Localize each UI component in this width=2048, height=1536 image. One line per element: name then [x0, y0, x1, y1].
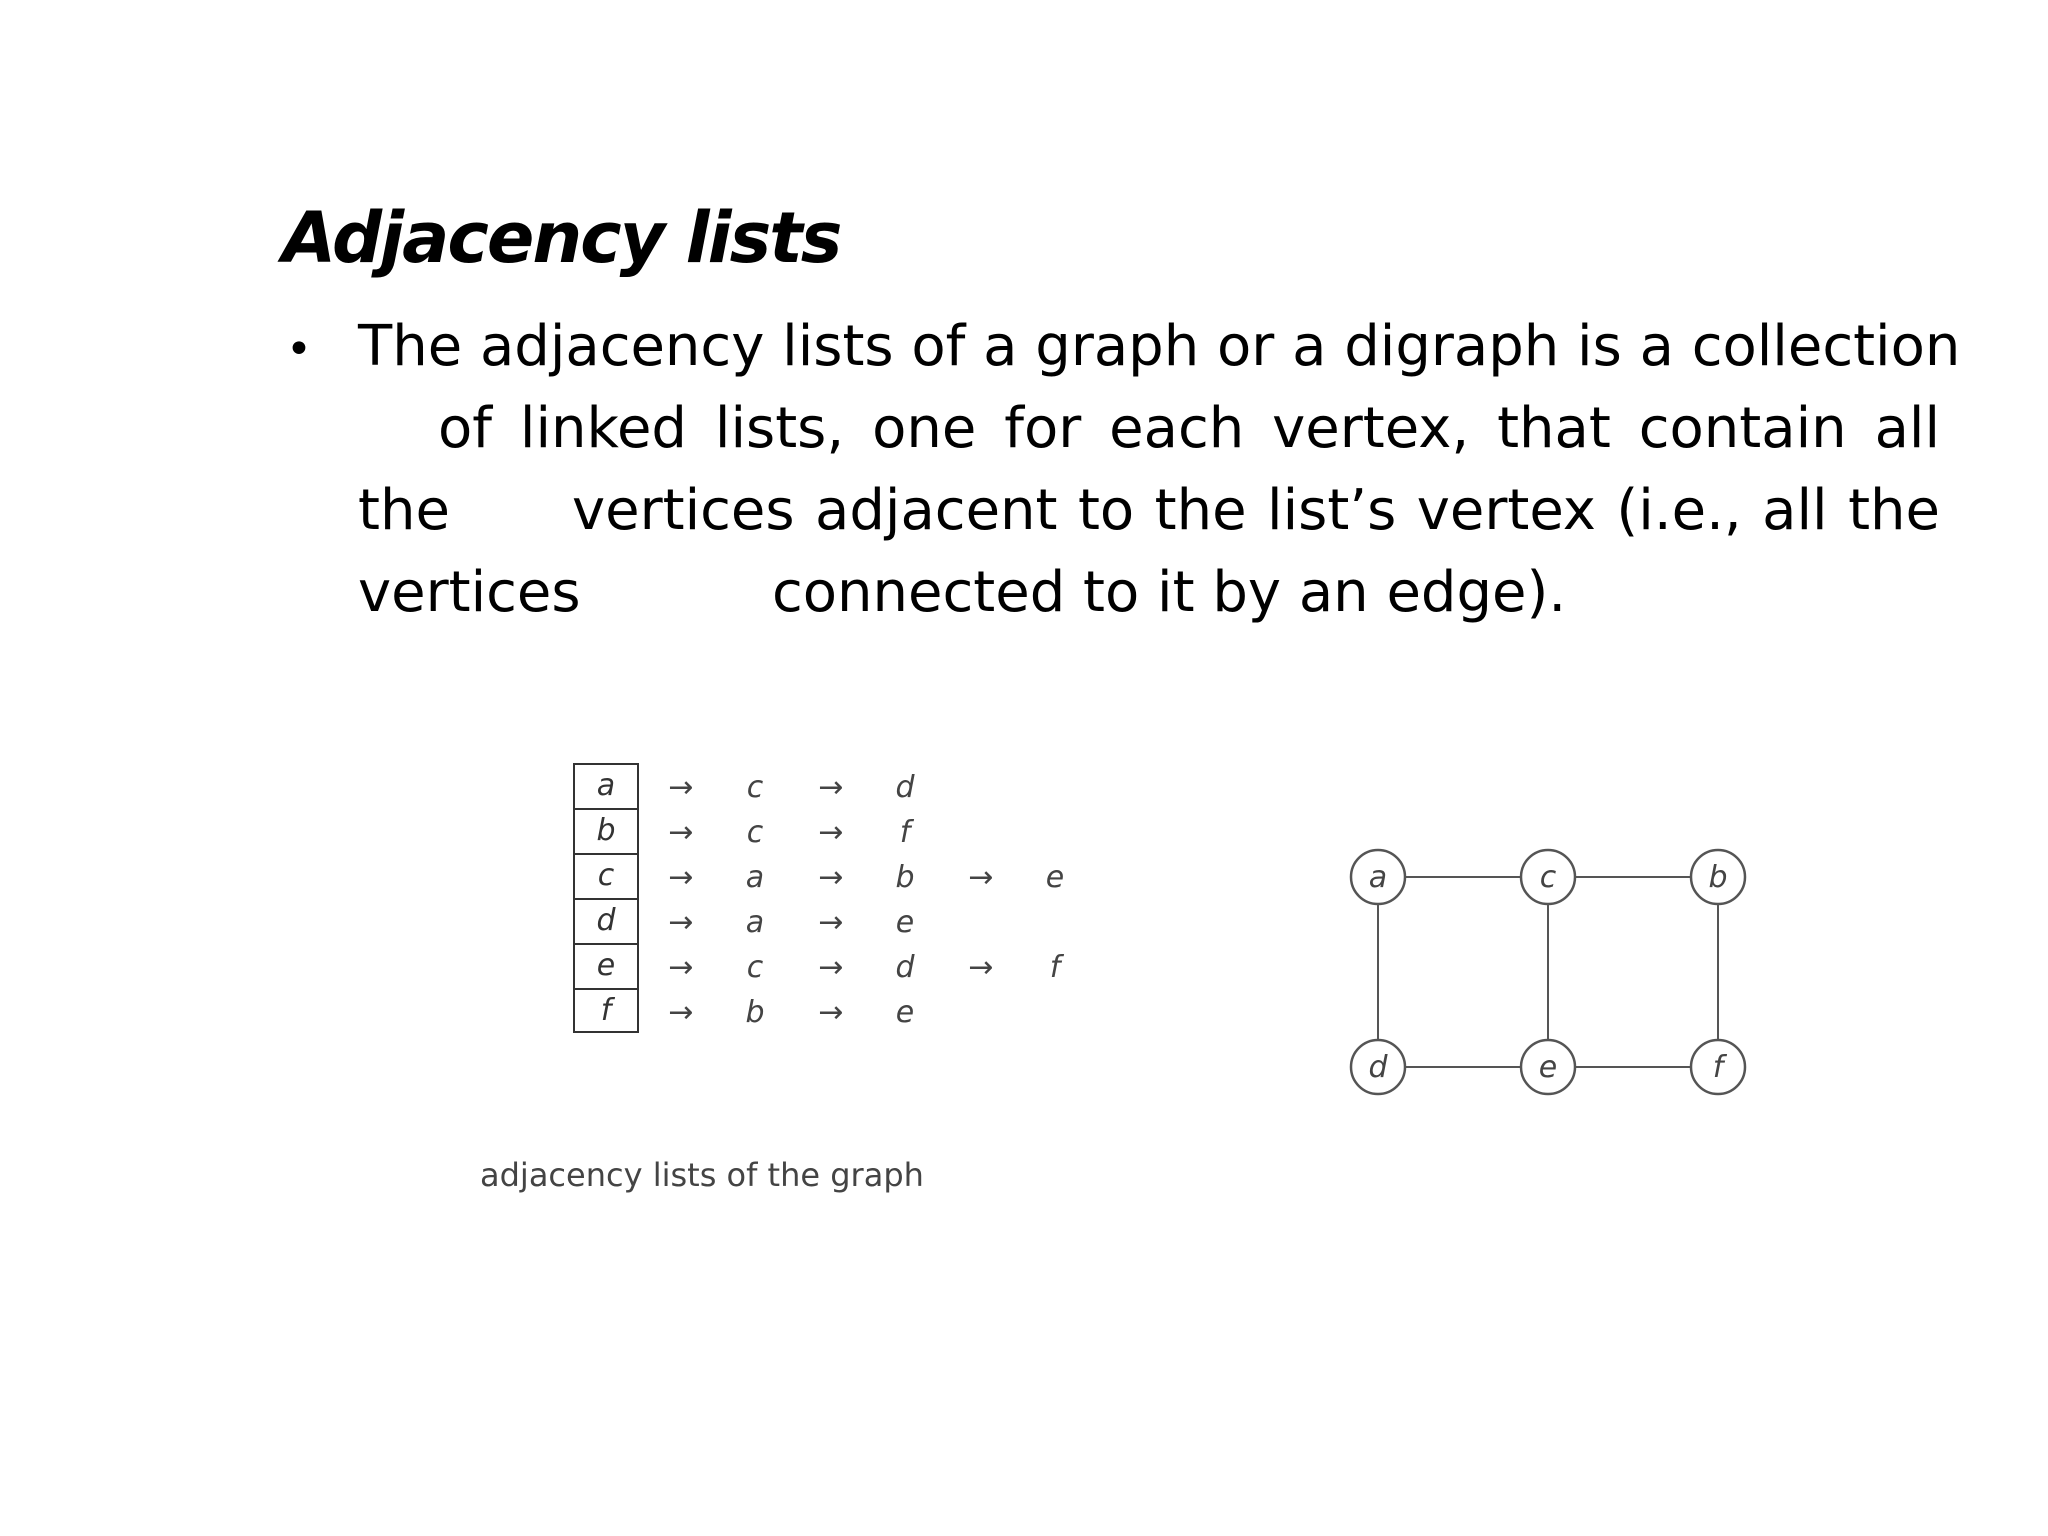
bullet-point: • — [286, 324, 312, 375]
vertex-cell-e: e — [575, 945, 637, 990]
adjacency-vertex-column — [573, 763, 639, 1033]
bullet-line-3a: the — [358, 478, 450, 543]
graph-node-c — [1521, 850, 1575, 904]
list-arrow: → — [968, 950, 994, 985]
bullet-line-4a: vertices — [358, 560, 581, 625]
graph-edges — [1378, 877, 1718, 1067]
vertex-cell-d: d — [575, 900, 637, 945]
list-neighbor-f-e: e — [895, 995, 915, 1030]
graph-node-label: f — [1712, 1050, 1724, 1085]
vertex-cell-f: f — [600, 993, 612, 1028]
slide-title: Adjacency lists — [282, 197, 841, 279]
graph-node-label: c — [1539, 860, 1557, 895]
list-neighbor-c-e: e — [1045, 860, 1065, 895]
graph-node-label: e — [1538, 1050, 1558, 1085]
list-neighbor-c-a: a — [745, 860, 765, 895]
list-neighbor-e-c: c — [746, 950, 764, 985]
list-arrow: → — [668, 815, 694, 850]
list-arrow: → — [818, 860, 844, 895]
graph-node-label: d — [1368, 1050, 1388, 1085]
vertex-cell-c: c — [575, 855, 637, 900]
list-arrow: → — [818, 950, 844, 985]
bullet-line-1: The adjacency lists of a graph or a digraph is a collection — [358, 314, 1961, 379]
list-arrow: → — [668, 995, 694, 1030]
graph-node-f — [1691, 1040, 1745, 1094]
bullet-line-3b: vertices adjacent to the list’s vertex (i.e., all the — [572, 478, 1940, 543]
adjacency-caption: adjacency lists of the graph — [480, 1156, 924, 1194]
list-neighbor-b-c: c — [746, 815, 764, 850]
list-neighbor-e-d: d — [895, 950, 915, 985]
list-neighbor-a-c: c — [746, 770, 764, 805]
list-arrow: → — [668, 770, 694, 805]
list-arrow: → — [818, 905, 844, 940]
graph-node-label: b — [1708, 860, 1728, 895]
list-arrow: → — [668, 905, 694, 940]
list-neighbor-b-f: f — [899, 815, 911, 850]
bullet-line-4b: connected to it by an edge). — [772, 560, 1567, 625]
list-neighbor-d-e: e — [895, 905, 915, 940]
list-neighbor-c-b: b — [895, 860, 915, 895]
list-neighbor-f-b: b — [745, 995, 765, 1030]
vertex-cell-a: a — [575, 765, 637, 810]
graph-node-d — [1351, 1040, 1405, 1094]
graph-node-b — [1691, 850, 1745, 904]
graph-diagram — [1320, 830, 1760, 1120]
list-neighbor-d-a: a — [745, 905, 765, 940]
list-neighbor-e-f: f — [1049, 950, 1061, 985]
bullet-line-2: of linked lists, one for each vertex, that contain all — [438, 396, 1940, 461]
list-arrow: → — [818, 995, 844, 1030]
list-arrow: → — [968, 860, 994, 895]
list-arrow: → — [818, 815, 844, 850]
graph-node-a — [1351, 850, 1405, 904]
list-arrow: → — [668, 860, 694, 895]
graph-node-e — [1521, 1040, 1575, 1094]
list-arrow: → — [668, 950, 694, 985]
list-arrow: → — [818, 770, 844, 805]
graph-node-label: a — [1368, 860, 1388, 895]
list-neighbor-a-d: d — [895, 770, 915, 805]
vertex-cell-b: b — [575, 810, 637, 855]
